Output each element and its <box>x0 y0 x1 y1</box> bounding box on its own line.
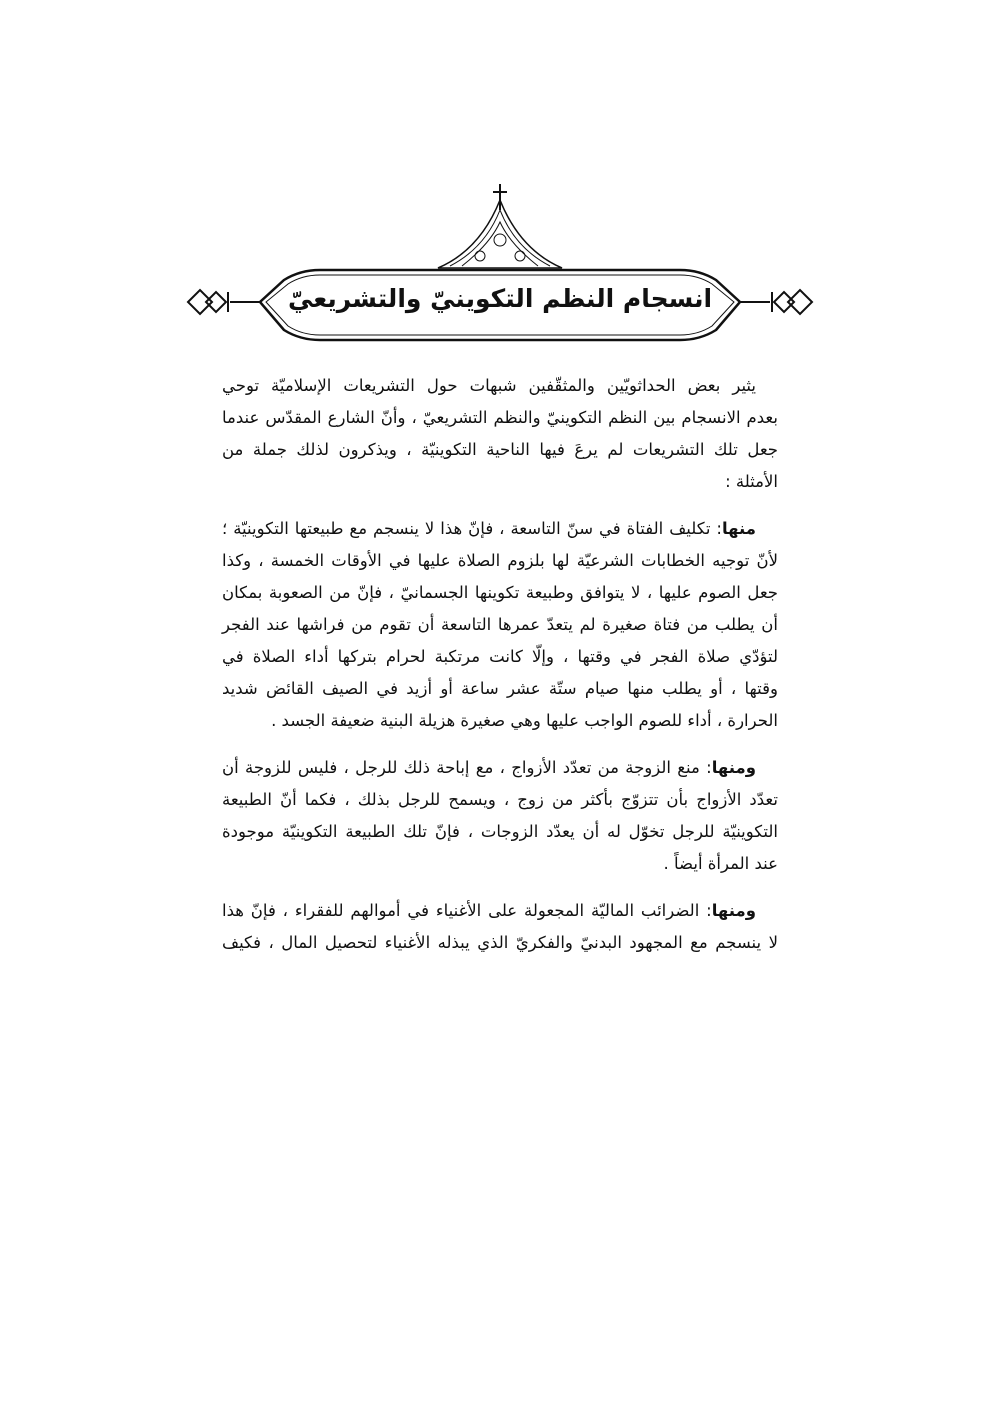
document-body <box>222 370 778 974</box>
text-line-rest: : تكليف الفتاة في سنّ التاسعة ، فإنّ هذا لا ينسجم مع طبيعتها التكوينيّة ؛ <box>222 519 722 538</box>
lead-word: ومنها <box>711 901 756 920</box>
text-line: جعل الصوم عليها ، لا يتوافق وطبيعة تكوينها الجسمانيّ ، فإنّ من الصعوبة بمكان <box>222 583 778 602</box>
text-line-rest: : منع الزوجة من تعدّد الأزواج ، مع إباحة ذلك للرجل ، فليس للزوجة أن <box>222 758 712 777</box>
ornamental-frame-icon <box>180 180 820 370</box>
lead-word: ومنها <box>711 758 756 777</box>
paragraph-example-3 <box>222 895 778 959</box>
text-line: لا ينسجم مع المجهود البدنيّ والفكريّ الذي يبذله الأغنياء لتحصيل المال ، فكيف <box>222 933 778 952</box>
text-line <box>222 513 778 545</box>
text-line: وقتها ، أو يطلب منها صيام ستّة عشر ساعة أو أزيد في الصيف القائض شديد <box>222 679 778 698</box>
text-line-rest: : الضرائب الماليّة المجعولة على الأغنياء في أموالهم للفقراء ، فإنّ هذا <box>222 901 712 920</box>
text-line: بعدم الانسجام بين النظم التكوينيّ والنظم التشريعيّ ، وأنّ الشارع المقدّس عندما <box>222 408 778 427</box>
chapter-title: انسجام النظم التكوينيّ والتشريعيّ <box>287 284 713 313</box>
chapter-header <box>180 180 820 370</box>
paragraph-example-1 <box>222 513 778 737</box>
text-line: لأنّ توجيه الخطابات الشرعيّة لها بلزوم الصلاة عليها في الأوقات الخمسة ، وكذا <box>222 551 778 570</box>
text-line: أن يطلب من فتاة صغيرة لم يتعدّ عمرها التاسعة أن تقوم من فراشها عند الفجر <box>222 615 778 634</box>
text-line: عند المرأة أيضاً . <box>663 854 778 873</box>
text-line: الأمثلة : <box>725 472 778 491</box>
text-line: جعل تلك التشريعات لم يرعَ فيها الناحية التكوينيّة ، ويذكرون لذلك جملة من <box>222 440 778 459</box>
text-line: التكوينيّة للرجل تخوّل له أن يعدّد الزوجات ، فإنّ تلك الطبيعة التكوينيّة موجودة <box>222 822 778 841</box>
text-line <box>222 895 778 927</box>
paragraph-intro <box>222 370 778 498</box>
text-line: لتؤدّي صلاة الفجر في وقتها ، وإلّا كانت مرتكبة لحرام بتركها أداء الصلاة في <box>222 647 778 666</box>
text-line: الحرارة ، أداء للصوم الواجب عليها وهي صغيرة هزيلة البنية ضعيفة الجسد . <box>271 711 778 730</box>
text-line: يثير بعض الحداثويّين والمثقّفين شبهات حول التشريعات الإسلاميّة توحي <box>222 376 756 395</box>
paragraph-example-2 <box>222 752 778 880</box>
text-line: تعدّد الأزواج بأن تتزوّج بأكثر من زوج ، ويسمح للرجل بذلك ، فكما أنّ الطبيعة <box>222 790 778 809</box>
text-line <box>222 752 778 784</box>
lead-word: منها <box>721 519 756 538</box>
